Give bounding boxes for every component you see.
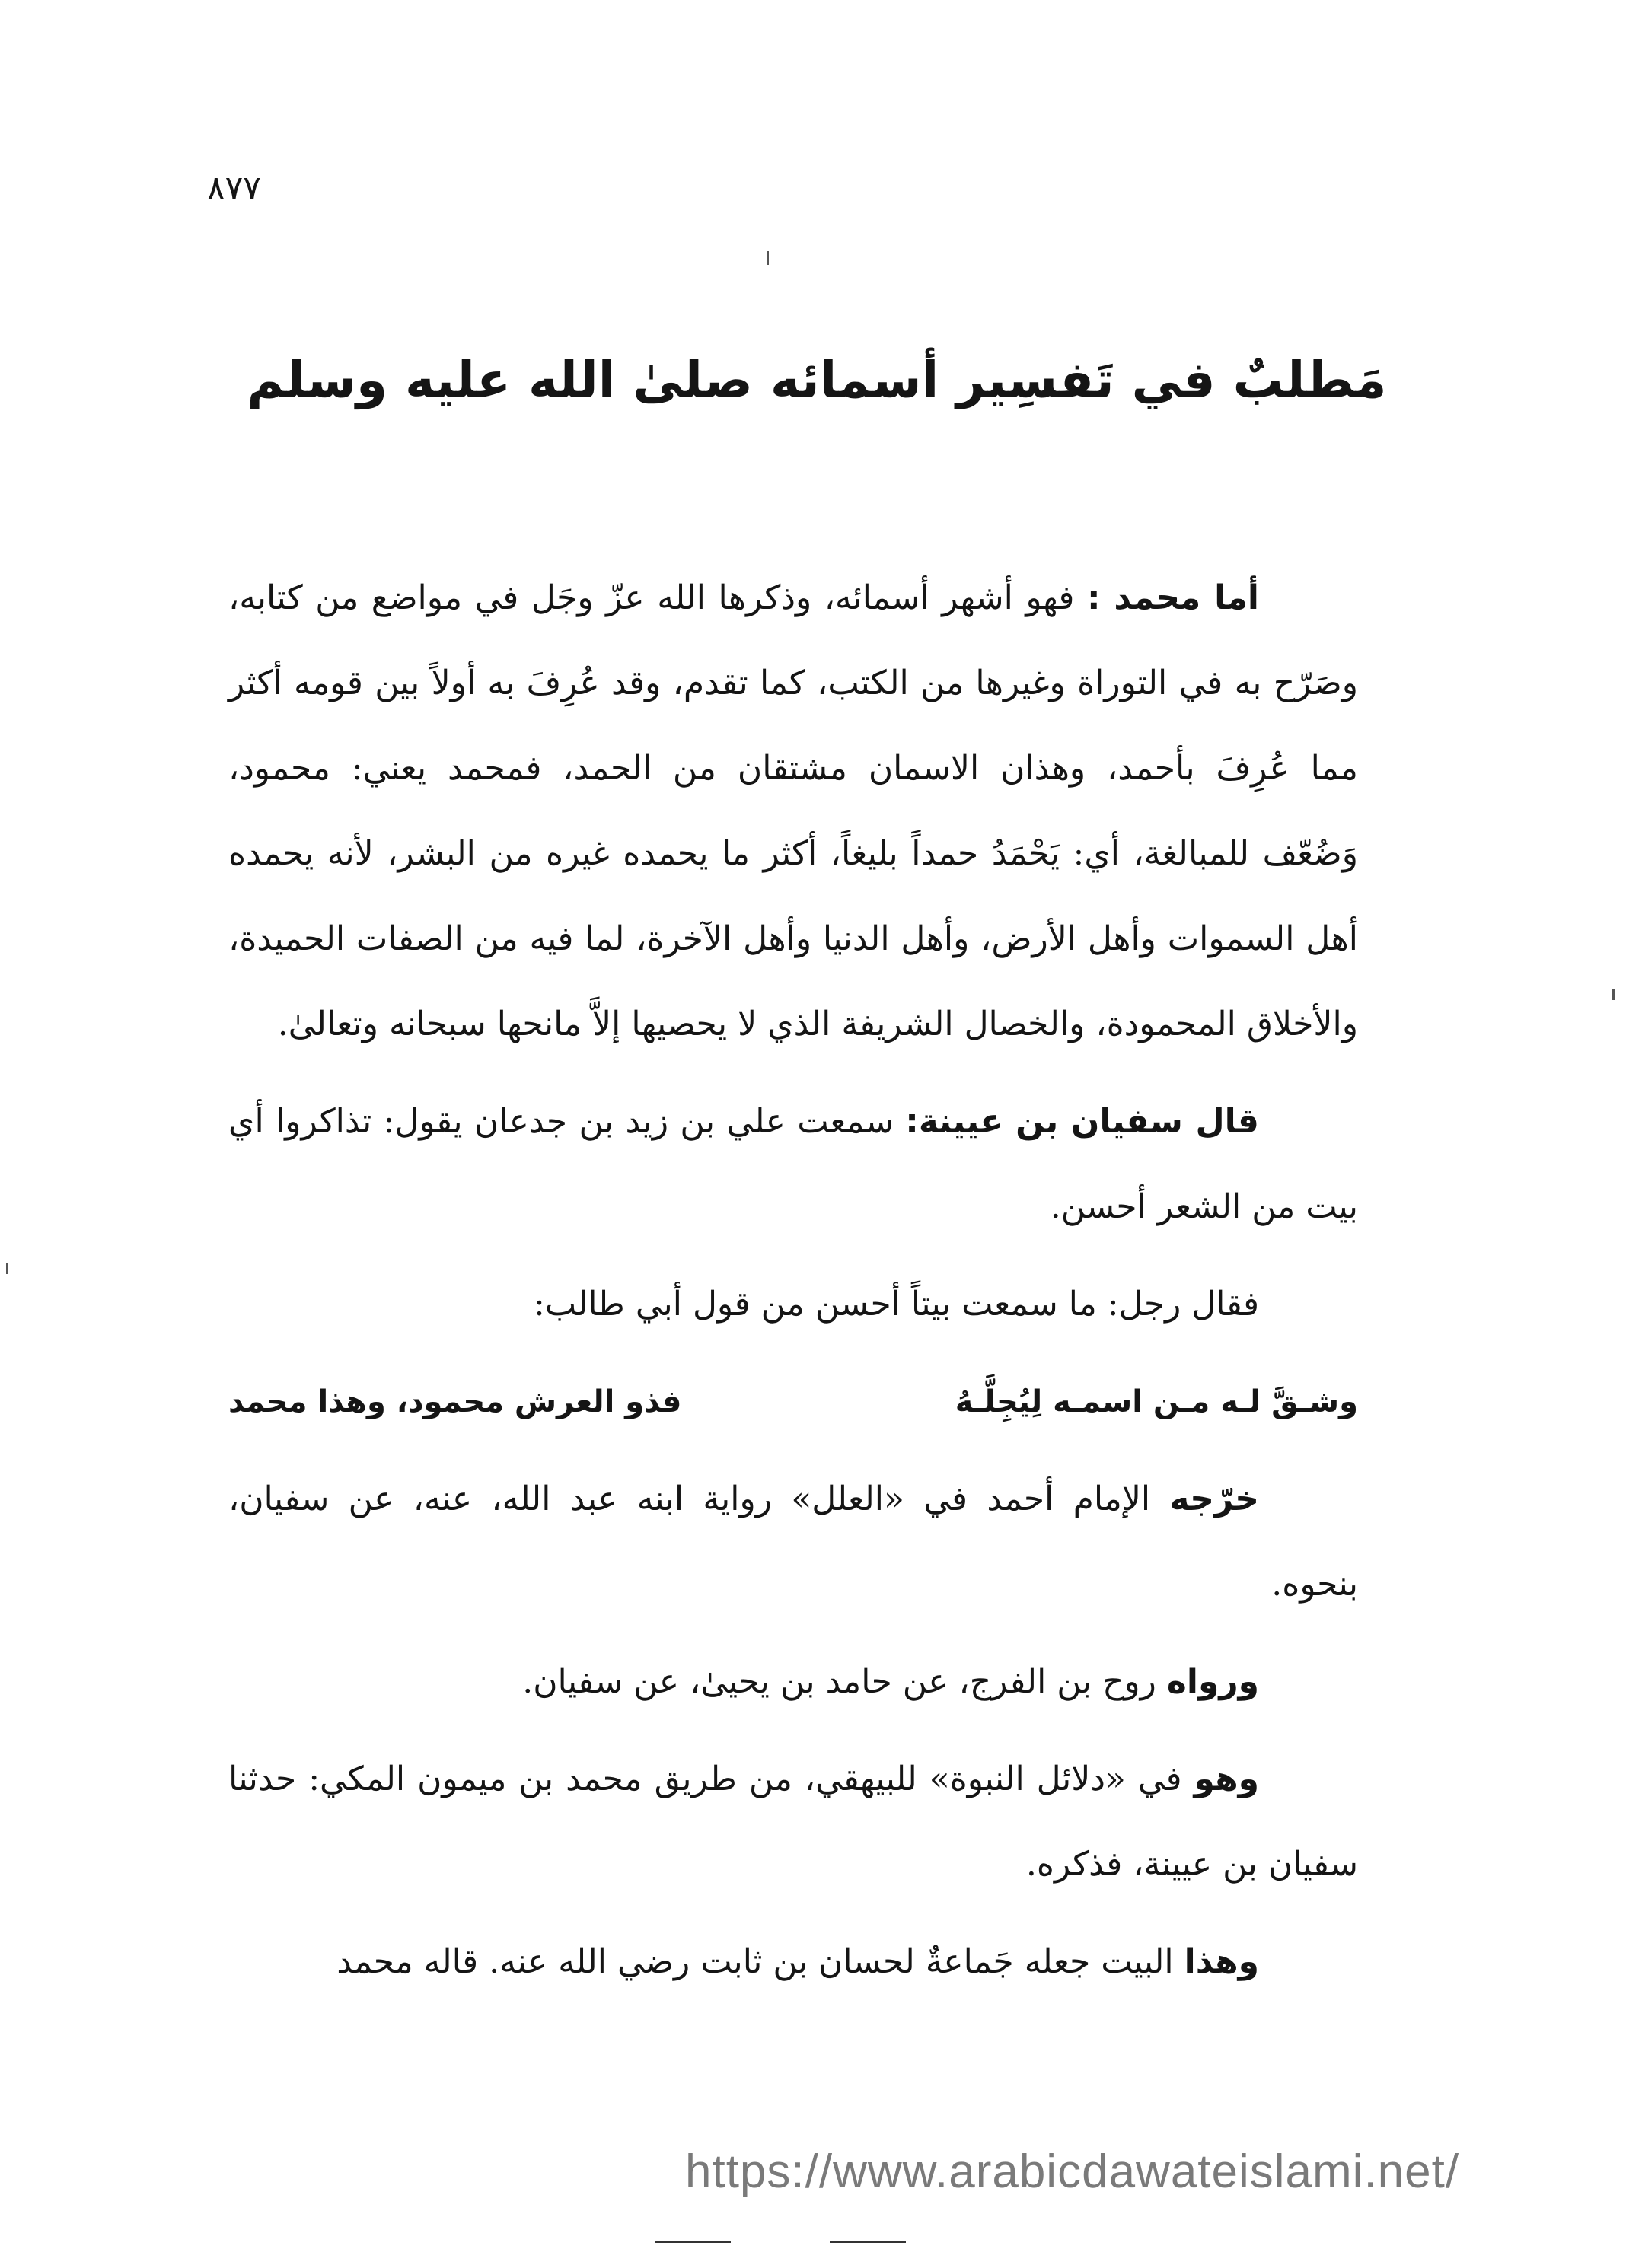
paragraph-man-said: [228, 1262, 1358, 1347]
paragraph-text: البيت جعله جَماعةٌ لحسان بن ثابت رضي الله عنه. قاله محمد: [336, 1942, 1184, 1981]
section-title: مَطلبٌ في تَفسِير أسمائه صلىٰ الله عليه وسلم: [247, 351, 1387, 409]
paragraph-muhammad-name: [228, 556, 1358, 1067]
verse-first-hemistich: وشـقَّ لـه مـن اسمـه لِيُجِلَّـهُ: [955, 1384, 1358, 1419]
paragraph-bayhaqi-reference: [228, 1737, 1358, 1907]
paragraph-lead: خرّجه: [1169, 1480, 1259, 1518]
paragraph-ahmad-reference: [228, 1457, 1358, 1627]
page-number: ٨٧٧: [207, 169, 261, 208]
paragraph-text: روح بن الفرج، عن حامد بن يحيىٰ، عن سفيان.: [522, 1662, 1167, 1701]
paragraph-text: في «دلائل النبوة» للبيهقي، من طريق محمد بن ميمون المكي: حدثنا سفيان بن عيينة، فذكره.: [228, 1760, 1358, 1884]
paragraph-lead: ورواه: [1166, 1662, 1259, 1701]
paragraph-hassan-attribution: [228, 1919, 1358, 2005]
paragraph-text: سمعت علي بن زيد بن جدعان يقول: تذاكروا أي بيت من الشعر أحسن.: [228, 1102, 1358, 1226]
paragraph-lead: وهو: [1194, 1760, 1259, 1798]
paragraph-sufyan-quote: [228, 1079, 1358, 1250]
paragraph-text: الإمام أحمد في «العلل» رواية ابنه عبد الله، عنه، عن سفيان، بنحوه.: [228, 1480, 1358, 1604]
body-text: [228, 556, 1358, 2017]
scan-margin-mark: [1612, 989, 1615, 1000]
footer-rule: [655, 2241, 731, 2243]
scan-margin-mark: [6, 1263, 8, 1274]
paragraph-text: فهو أشهر أسمائه، وذكرها الله عزّ وجَل في مواضع من كتابه، وصَرّح به في التوراة وغيرها من الكتب، كما تقدم، وقد عُرِفَ به أولاً بين قومه أكثر مما عُرِفَ بأحمد، وهذان الاسمان مشتقان من الحمد، فمحمد يعني: محمود، وَضُعّف للمبالغة، أي: يَحْمَدُ حمداً بليغاً، أكثر ما يحمده غيره من البشر، لأنه يحمده أهل السموات وأهل الأرض، وأهل الدنيا وأهل الآخرة، لما فيه من الصفات الحميدة، والأخلاق المحمودة، والخصال الشريفة الذي لا يحصيها إلاَّ مانحها سبحانه وتعالىٰ.: [228, 578, 1359, 1043]
paragraph-lead: أما محمد :: [1086, 578, 1259, 617]
paragraph-rawh-narration: [228, 1639, 1358, 1725]
watermark-url: https://www.arabicdawateislami.net/: [685, 2145, 1460, 2198]
scan-margin-mark: [767, 251, 769, 265]
footer-rule: [830, 2241, 906, 2243]
verse-second-hemistich: فذو العرش محمود، وهذا محمد: [228, 1384, 682, 1419]
paragraph-lead: قال سفيان بن عيينة:: [905, 1102, 1259, 1141]
poetry-verse: [228, 1359, 1358, 1445]
paragraph-text: فقال رجل: ما سمعت بيتاً أحسن من قول أبي طالب:: [533, 1285, 1259, 1324]
paragraph-lead: وهذا: [1184, 1942, 1259, 1981]
